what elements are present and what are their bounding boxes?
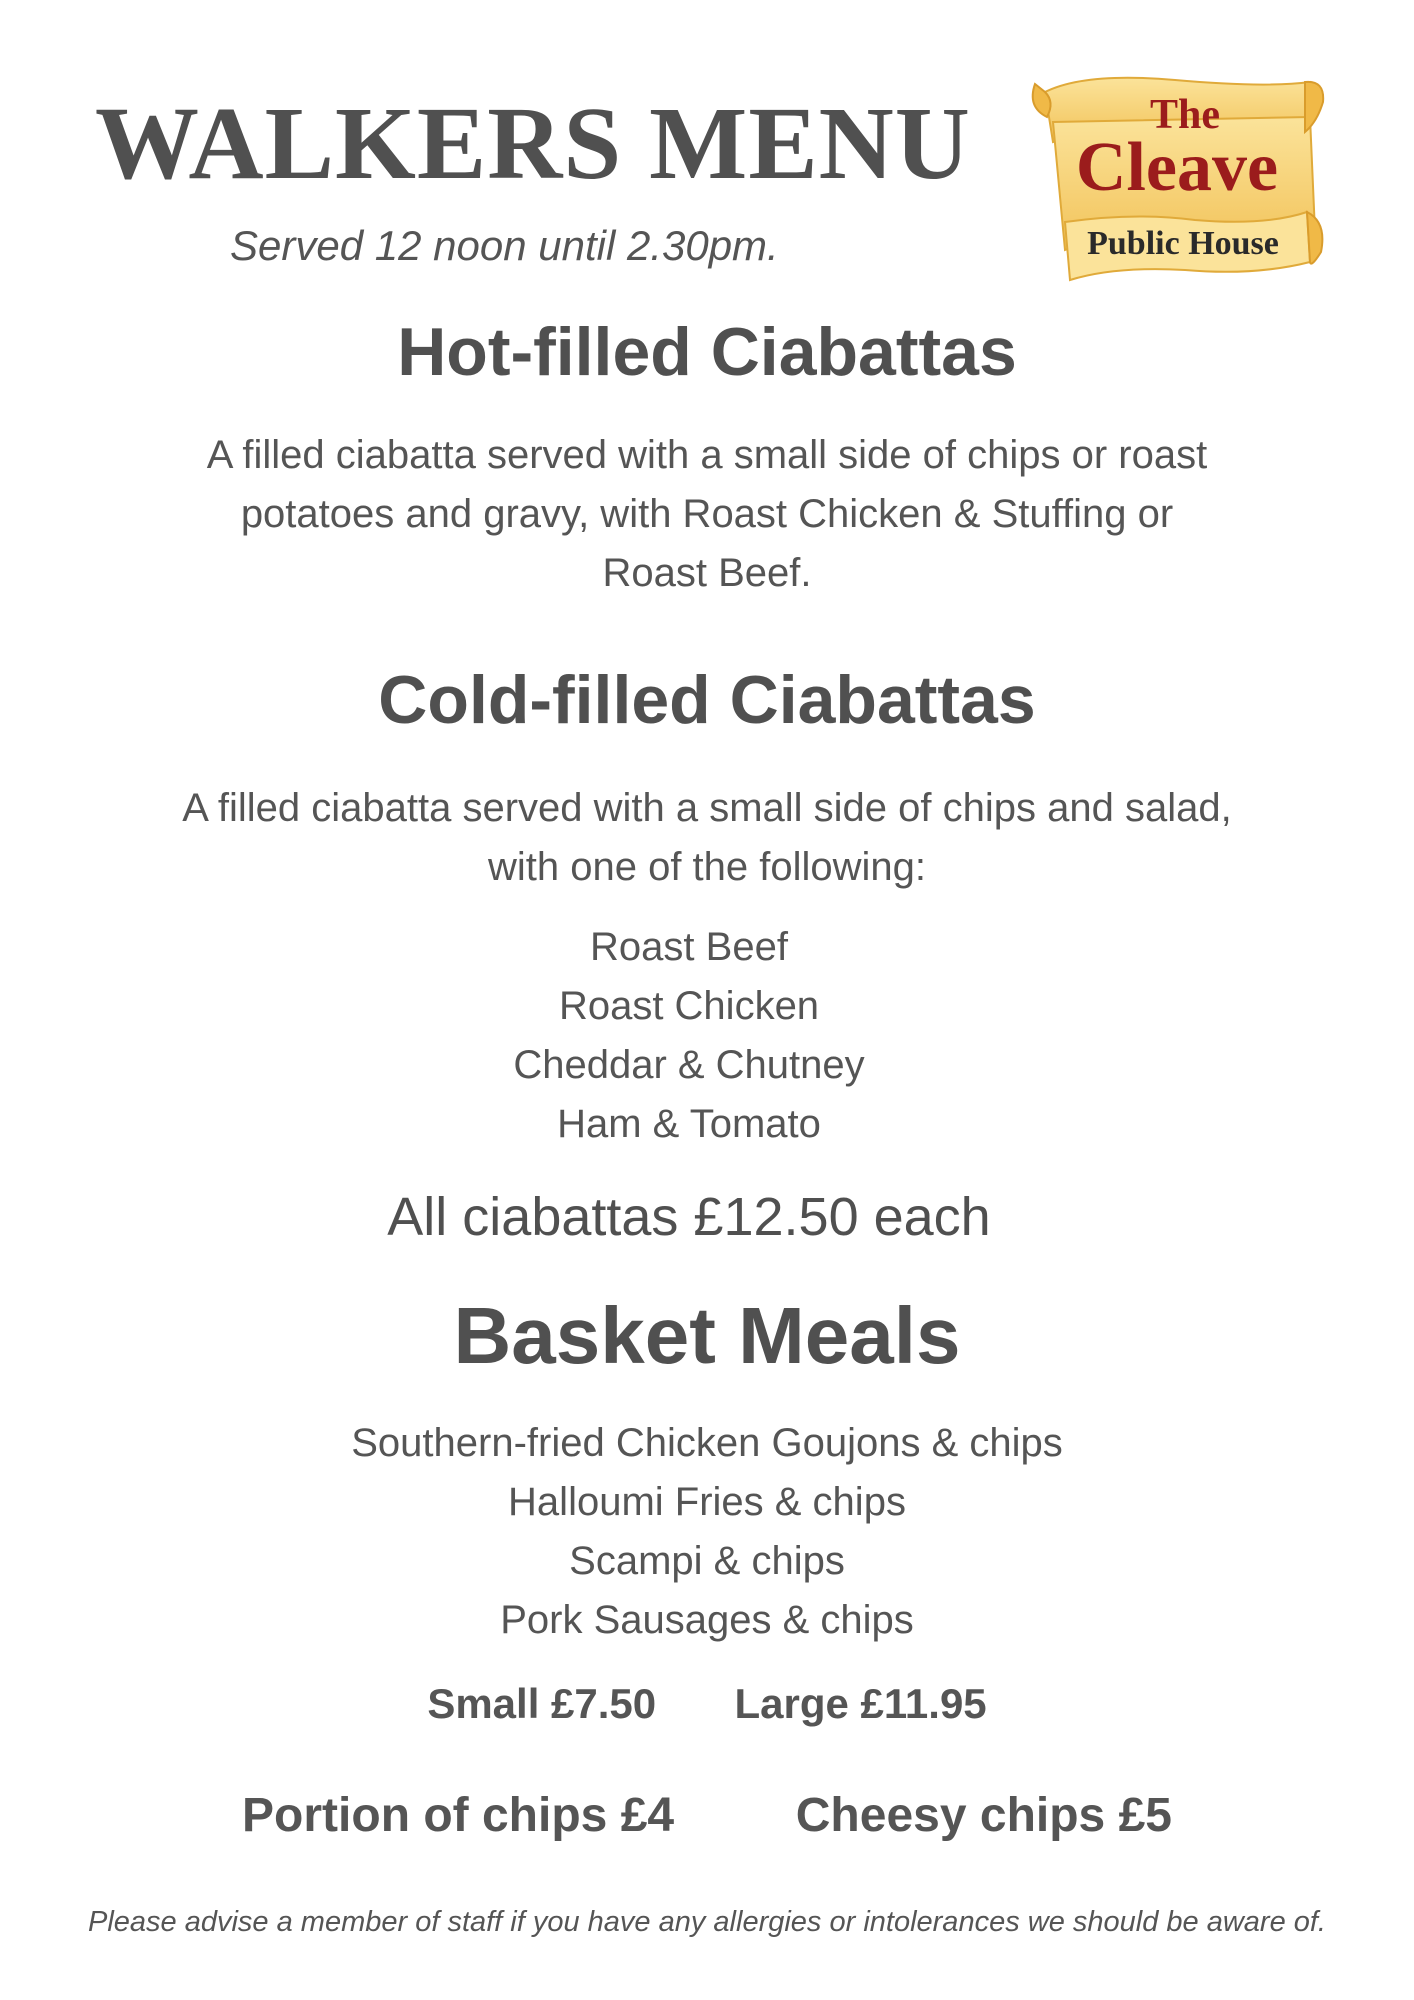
serving-times: Served 12 noon until 2.30pm. — [230, 222, 779, 269]
logo-public-house-text: Public House — [1087, 225, 1279, 262]
menu-title: WALKERS MENU — [95, 86, 971, 201]
filling-option: Roast Chicken — [558, 984, 820, 1028]
logo-cleave-text: Cleave — [1075, 129, 1279, 206]
filling-option: Cheddar & Chutney — [513, 1043, 865, 1087]
cheesy-chips-price: Cheesy chips £5 — [795, 1789, 1172, 1842]
small-price: Small £7.50 — [427, 1680, 657, 1727]
filling-option: Ham & Tomato — [557, 1102, 821, 1146]
extras-prices — [0, 1788, 1414, 1843]
large-price: Large £11.95 — [734, 1680, 987, 1727]
hot-ciabattas-description — [0, 426, 1414, 603]
cold-filling-options — [0, 918, 1396, 1154]
basket-item: Halloumi Fries & chips — [508, 1480, 906, 1524]
cold-ciabattas-description — [0, 779, 1414, 897]
hot-desc-line: potatoes and gravy, with Roast Chicken & Stuffing or — [240, 492, 1174, 536]
allergy-notice: Please advise a member of staff if you have any allergies or intolerances we should be aware of. — [87, 1906, 1326, 1938]
hot-desc-line: Roast Beef. — [602, 551, 812, 595]
basket-size-prices — [0, 1680, 1414, 1728]
basket-item: Pork Sausages & chips — [500, 1598, 914, 1642]
basket-item: Scampi & chips — [569, 1539, 845, 1583]
basket-item: Southern-fried Chicken Goujons & chips — [351, 1421, 1063, 1465]
cold-desc-line: A filled ciabatta served with a small side of chips and salad, — [182, 786, 1232, 830]
ciabatta-price: All ciabattas £12.50 each — [387, 1187, 991, 1247]
cold-desc-line: with one of the following: — [487, 845, 927, 889]
basket-meals-list — [0, 1414, 1414, 1650]
portion-of-chips-price: Portion of chips £4 — [242, 1789, 675, 1842]
filling-option: Roast Beef — [590, 925, 788, 969]
cold-ciabattas-heading: Cold-filled Ciabattas — [378, 662, 1036, 738]
hot-desc-line: A filled ciabatta served with a small side of chips or roast — [206, 433, 1208, 477]
hot-ciabattas-heading: Hot-filled Ciabattas — [397, 314, 1017, 390]
the-cleave-logo — [1025, 62, 1335, 302]
logo-the-text: The — [1149, 92, 1221, 138]
basket-meals-heading: Basket Meals — [453, 1291, 961, 1380]
